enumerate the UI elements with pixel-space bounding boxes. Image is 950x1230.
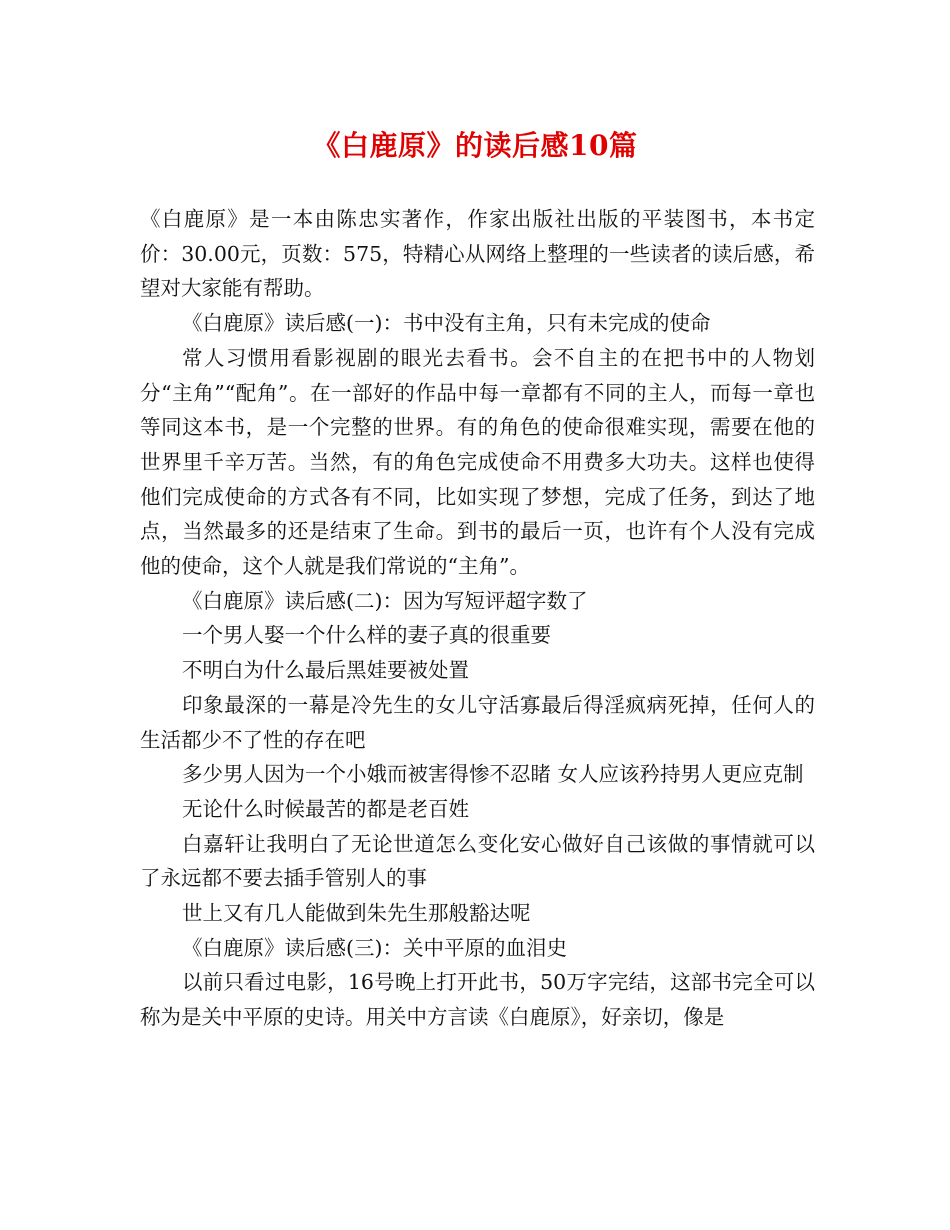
- section-heading-1: 《白鹿原》读后感(一)：书中没有主角，只有未完成的使命: [182, 311, 711, 336]
- body-paragraph: 多少男人因为一个小娥而被害得惨不忍睹 女人应该矜持男人更应克制: [182, 762, 804, 787]
- document-title: 《白鹿原》的读后感10篇: [312, 129, 638, 162]
- section-heading-3: 《白鹿原》读后感(三)：关中平原的血泪史: [182, 935, 567, 960]
- body-paragraph: 一个男人娶一个什么样的妻子真的很重要: [182, 623, 551, 648]
- body-paragraph: 不明白为什么最后黑娃要被处置: [182, 658, 469, 683]
- body-paragraph: 常人习惯用看影视剧的眼光去看书。会不自主的在把书中的人物划分“主角”“配角”。在一部好的作品中每一章都有不同的主人，而每一章也等同这本书，是一个完整的世界。有的角色的使命很难实现，需要在他的世界里千辛万苦。当然，有的角色完成使命不用费多大功夫。这样也使得他们完成使命的方式各有不同，比如实现了梦想，完成了任务，到达了地点，当然最多的还是结束了生命。到书的最后一页，也许有个人没有完成他的使命，这个人就是我们常说的“主角”。: [140, 345, 815, 579]
- body-paragraph: 白嘉轩让我明白了无论世道怎么变化安心做好自己该做的事情就可以了永远都不要去插手管别人的事: [140, 831, 815, 891]
- document-body: [140, 202, 815, 1035]
- body-paragraph: 以前只看过电影，16号晚上打开此书，50万字完结，这部书完全可以称为是关中平原的史诗。用关中方言读《白鹿原》，好亲切，像是: [140, 970, 815, 1030]
- body-paragraph: 无论什么时候最苦的都是老百姓: [182, 796, 469, 821]
- body-paragraph: 世上又有几人能做到朱先生那般豁达呢: [182, 901, 531, 926]
- intro-paragraph: 《白鹿原》是一本由陈忠实著作，作家出版社出版的平装图书，本书定价：30.00元，页数：575，特精心从网络上整理的一些读者的读后感，希望对大家能有帮助。: [140, 207, 815, 301]
- section-heading-2: 《白鹿原》读后感(二)：因为写短评超字数了: [182, 588, 588, 613]
- body-paragraph: 印象最深的一幕是冷先生的女儿守活寡最后得淫疯病死掉，任何人的生活都少不了性的存在吧: [140, 692, 815, 752]
